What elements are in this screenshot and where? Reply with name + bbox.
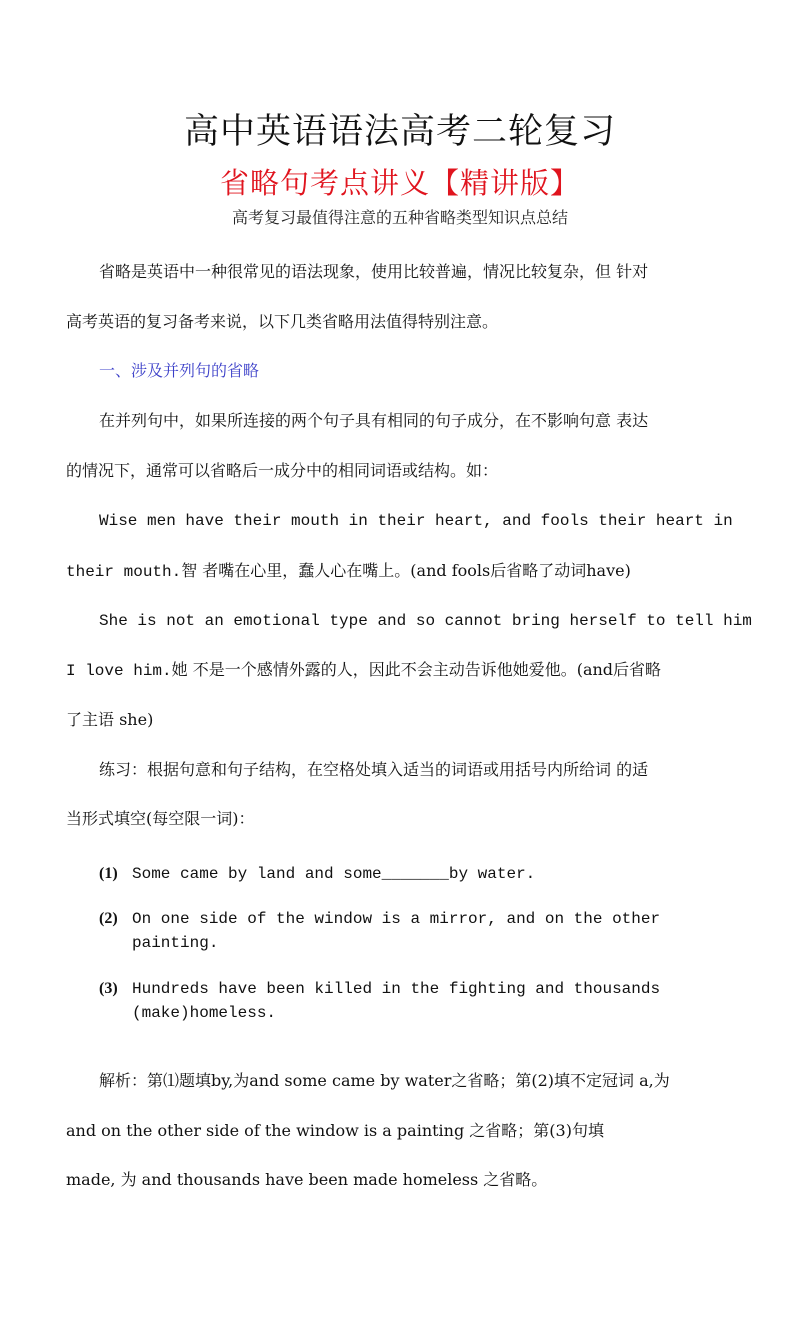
example-1-english: their mouth. (66, 563, 182, 581)
analysis-line-2: and on the other side of the window is a painting 之省略；第(3)句填 (66, 1121, 604, 1140)
analysis-line-3: made, 为 and thousands have been made homeless 之省略。 (66, 1170, 548, 1189)
example-2-line-1: She is not an emotional type and so cannot bring herself to tell him (99, 612, 752, 630)
example-1-line-2 (66, 561, 631, 582)
doc-title: 高中英语语法高考二轮复习 (183, 112, 616, 152)
intro-line-2: 高考英语的复习备考来说，以下几类省略用法值得特别注意。 (66, 312, 499, 331)
intro-line-1: 省略是英语中一种很常见的语法现象，使用比较普遍，情况比较复杂，但 针对 (99, 262, 649, 281)
item-3-text-cont: (make)homeless. (132, 1004, 277, 1022)
doc-caption: 高考复习最值得注意的五种省略类型知识点总结 (231, 208, 568, 227)
item-2-text-cont: painting. (132, 934, 219, 952)
doc-subtitle: 省略句考点讲义【精讲版】 (219, 166, 580, 200)
item-1-text: Some came by land and some_______by water. (132, 865, 536, 883)
example-1-line-1: Wise men have their mouth in their heart, and fools their heart in (99, 512, 733, 530)
analysis-line-1: 解析：第⑴题填by,为and some came by water之省略；第(2)填不定冠词 a,为 (99, 1071, 670, 1090)
section-para-line-2: 的情况下，通常可以省略后一成分中的相同词语或结构。如： (66, 461, 499, 480)
item-3-number: (3) (99, 980, 118, 997)
exercise-line-2: 当形式填空(每空限一词)： (66, 809, 255, 828)
item-1-number: (1) (99, 865, 118, 882)
example-2-line-3: 了主语 she) (66, 710, 154, 729)
example-2-line-2 (66, 660, 661, 681)
example-1-translation: 智 者嘴在心里，蠢人心在嘴上。(and fools后省略了动词have) (181, 561, 631, 580)
example-2-translation: 她 不是一个感情外露的人，因此不会主动告诉他她爱他。(and后省略 (171, 660, 662, 679)
item-3-text: Hundreds have been killed in the fighting and thousands (132, 980, 661, 998)
section-para-line-1: 在并列句中，如果所连接的两个句子具有相同的句子成分，在不影响句意 表达 (99, 411, 649, 430)
item-2-text: On one side of the window is a mirror, and on the other (132, 910, 661, 928)
item-2-number: (2) (99, 910, 118, 927)
section-heading: 一、涉及并列句的省略 (99, 361, 260, 380)
example-2-english: I love him. (66, 662, 172, 680)
exercise-line-1: 练习：根据句意和句子结构，在空格处填入适当的词语或用括号内所给词 的适 (99, 760, 649, 779)
